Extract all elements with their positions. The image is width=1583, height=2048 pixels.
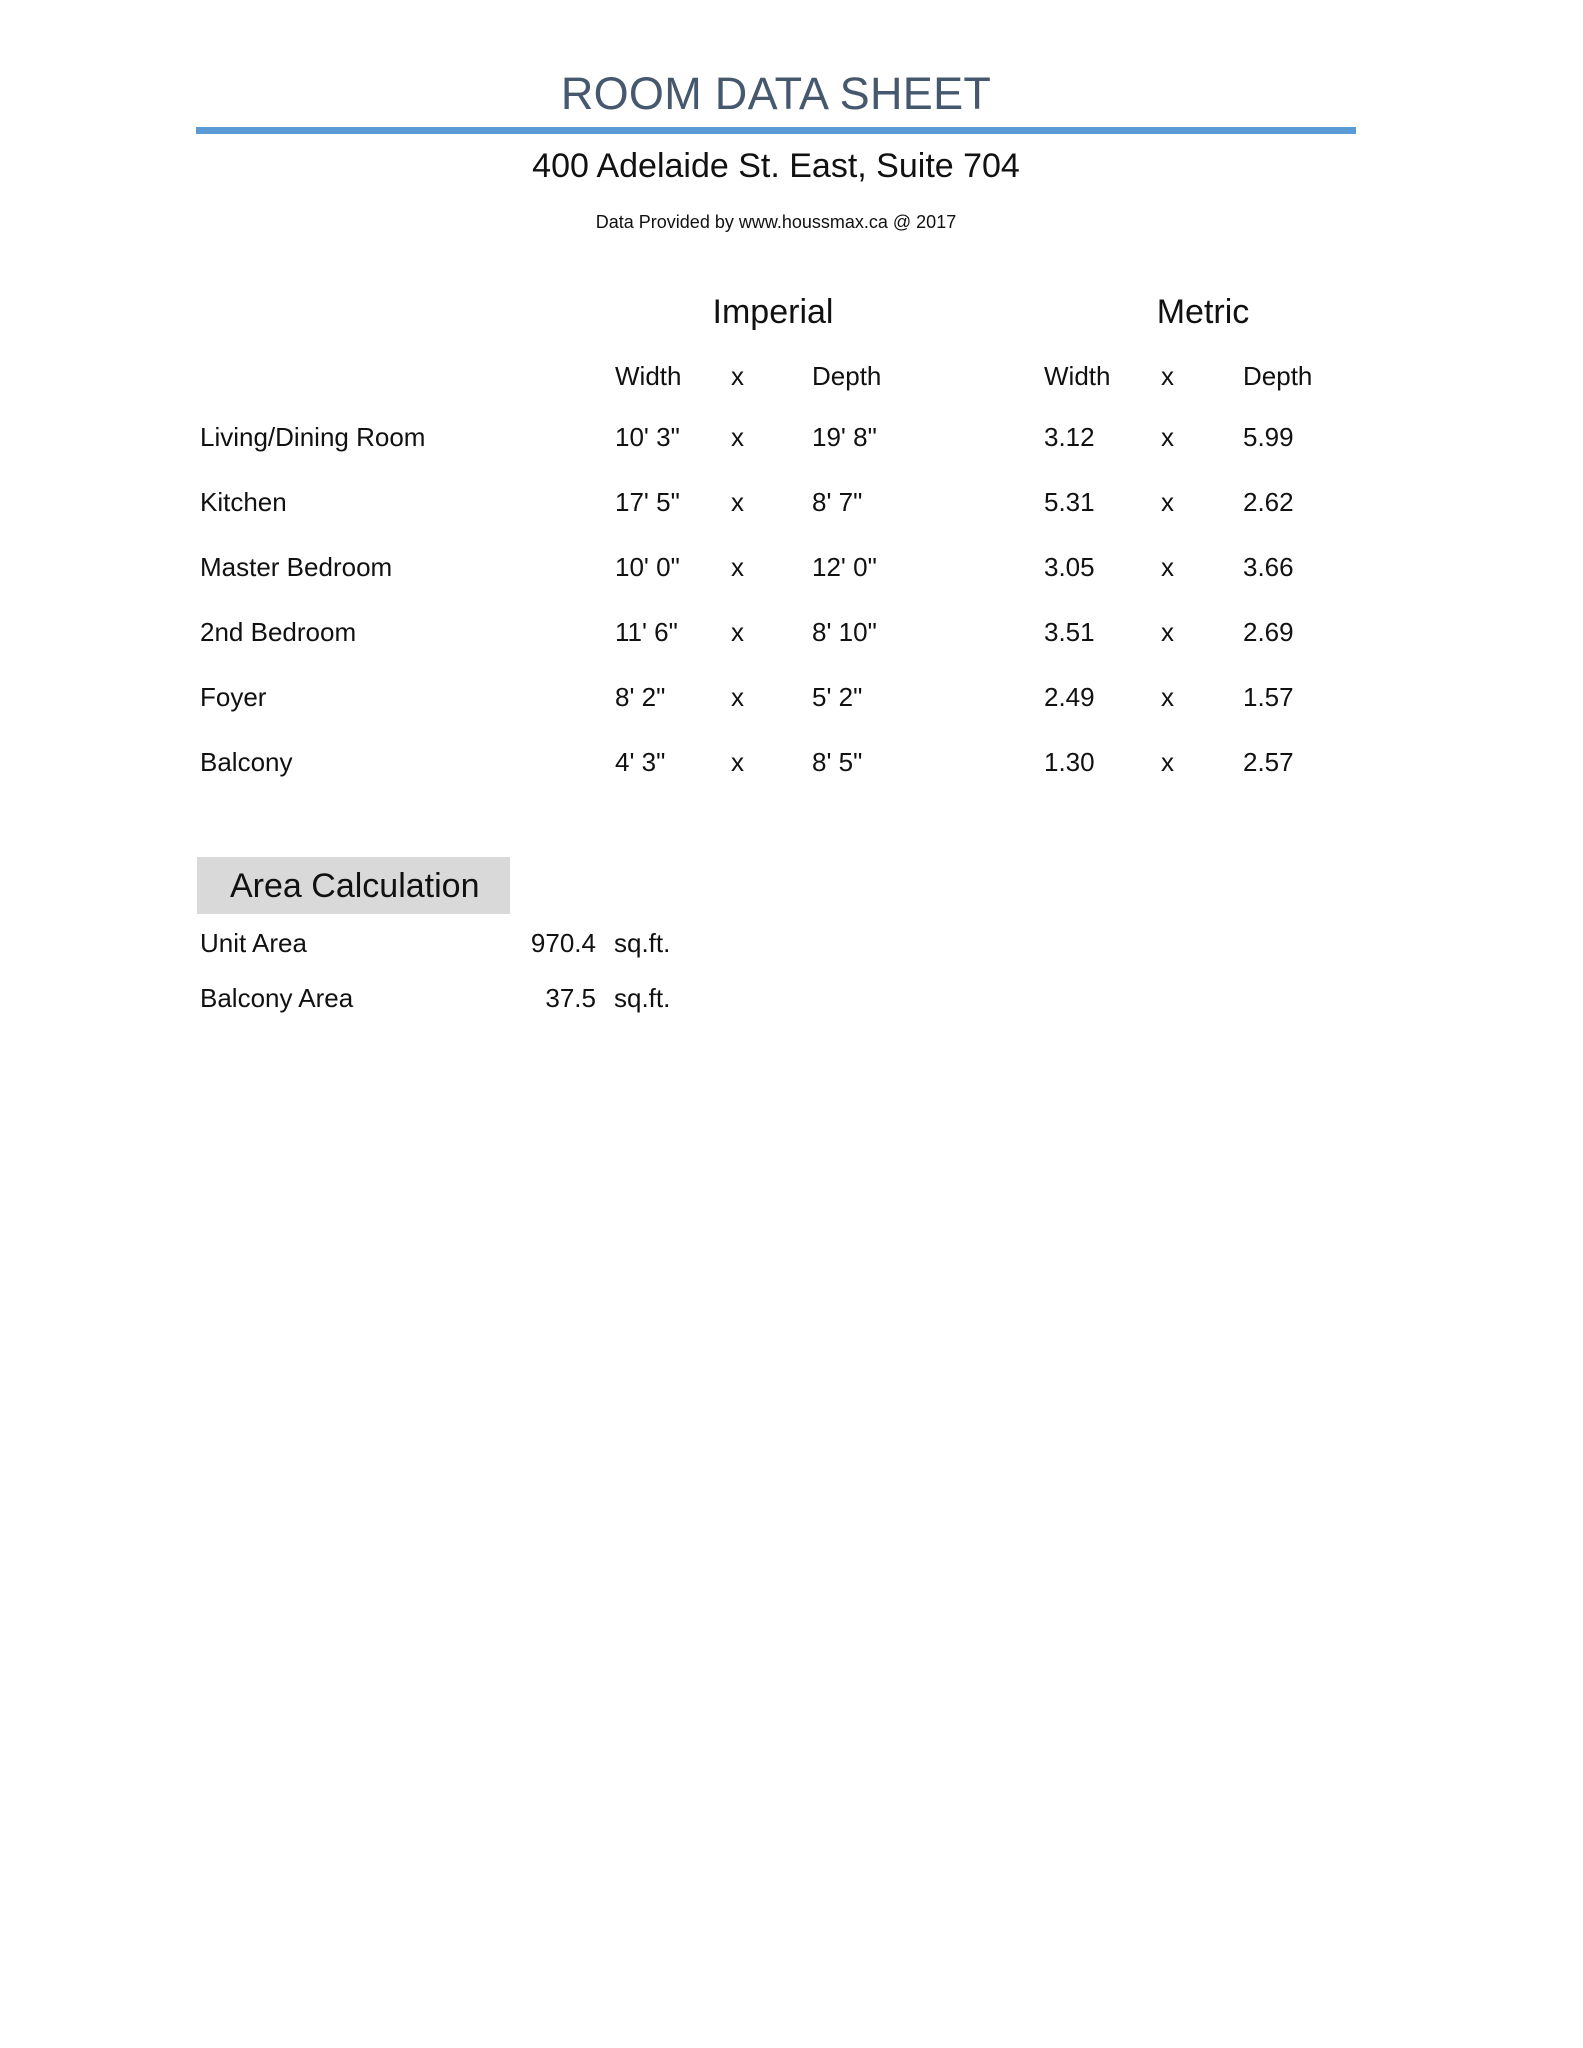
room-name: Kitchen xyxy=(200,487,287,517)
imperial-width: 8' 2" xyxy=(615,682,666,712)
area-label: Unit Area xyxy=(200,928,307,958)
metric-depth: 3.66 xyxy=(1243,552,1294,582)
metric-width-header: Width xyxy=(1044,361,1111,391)
area-unit: sq.ft. xyxy=(614,928,671,958)
times-sign: x xyxy=(731,487,744,517)
times-sign: x xyxy=(1161,617,1174,647)
area-unit: sq.ft. xyxy=(614,983,671,1013)
metric-width: 5.31 xyxy=(1044,487,1095,517)
imperial-depth: 8' 7" xyxy=(812,487,863,517)
metric-depth: 2.62 xyxy=(1243,487,1294,517)
metric-depth: 2.57 xyxy=(1243,747,1294,777)
metric-width: 2.49 xyxy=(1044,682,1095,712)
times-sign: x xyxy=(731,682,744,712)
title-rule xyxy=(196,127,1356,134)
imperial-depth-header: Depth xyxy=(812,361,882,391)
metric-width: 3.05 xyxy=(1044,552,1095,582)
imperial-width: 10' 3" xyxy=(615,422,680,452)
imperial-depth: 12' 0" xyxy=(812,552,877,582)
address: 400 Adelaide St. East, Suite 704 xyxy=(532,147,1020,185)
times-sign: x xyxy=(731,747,744,777)
times-sign: x xyxy=(1161,422,1174,452)
imperial-width: 17' 5" xyxy=(615,487,680,517)
times-sign: x xyxy=(1161,487,1174,517)
times-sign: x xyxy=(731,617,744,647)
metric-depth: 2.69 xyxy=(1243,617,1294,647)
imperial-heading: Imperial xyxy=(712,293,834,331)
area-value: 970.4 xyxy=(530,928,596,958)
metric-x-header: x xyxy=(1161,361,1174,391)
metric-depth: 1.57 xyxy=(1243,682,1294,712)
times-sign: x xyxy=(1161,552,1174,582)
imperial-width: 10' 0" xyxy=(615,552,680,582)
area-label: Balcony Area xyxy=(200,983,354,1013)
imperial-depth: 5' 2" xyxy=(812,682,863,712)
metric-width: 3.51 xyxy=(1044,617,1095,647)
imperial-width: 4' 3" xyxy=(615,747,666,777)
room-name: Balcony xyxy=(200,747,293,777)
times-sign: x xyxy=(731,422,744,452)
times-sign: x xyxy=(1161,747,1174,777)
room-name: Living/Dining Room xyxy=(200,422,426,452)
area-calculation-header xyxy=(197,857,510,914)
room-name: 2nd Bedroom xyxy=(200,617,357,647)
metric-width: 1.30 xyxy=(1044,747,1095,777)
room-name: Foyer xyxy=(200,682,267,712)
metric-depth-header: Depth xyxy=(1243,361,1313,391)
area-value: 37.5 xyxy=(545,983,596,1013)
imperial-x-header: x xyxy=(731,361,744,391)
metric-heading: Metric xyxy=(1156,293,1250,331)
metric-depth: 5.99 xyxy=(1243,422,1294,452)
imperial-width-header: Width xyxy=(615,361,682,391)
imperial-width: 11' 6" xyxy=(615,617,678,647)
imperial-depth: 8' 5" xyxy=(812,747,863,777)
imperial-depth: 19' 8" xyxy=(812,422,877,452)
page-title: ROOM DATA SHEET xyxy=(560,68,992,119)
times-sign: x xyxy=(731,552,744,582)
metric-width: 3.12 xyxy=(1044,422,1095,452)
times-sign: x xyxy=(1161,682,1174,712)
imperial-depth: 8' 10" xyxy=(812,617,877,647)
room-name: Master Bedroom xyxy=(200,552,393,582)
area-calculation-heading: Area Calculation xyxy=(230,867,480,905)
data-credit: Data Provided by www.houssmax.ca @ 2017 xyxy=(595,212,957,232)
